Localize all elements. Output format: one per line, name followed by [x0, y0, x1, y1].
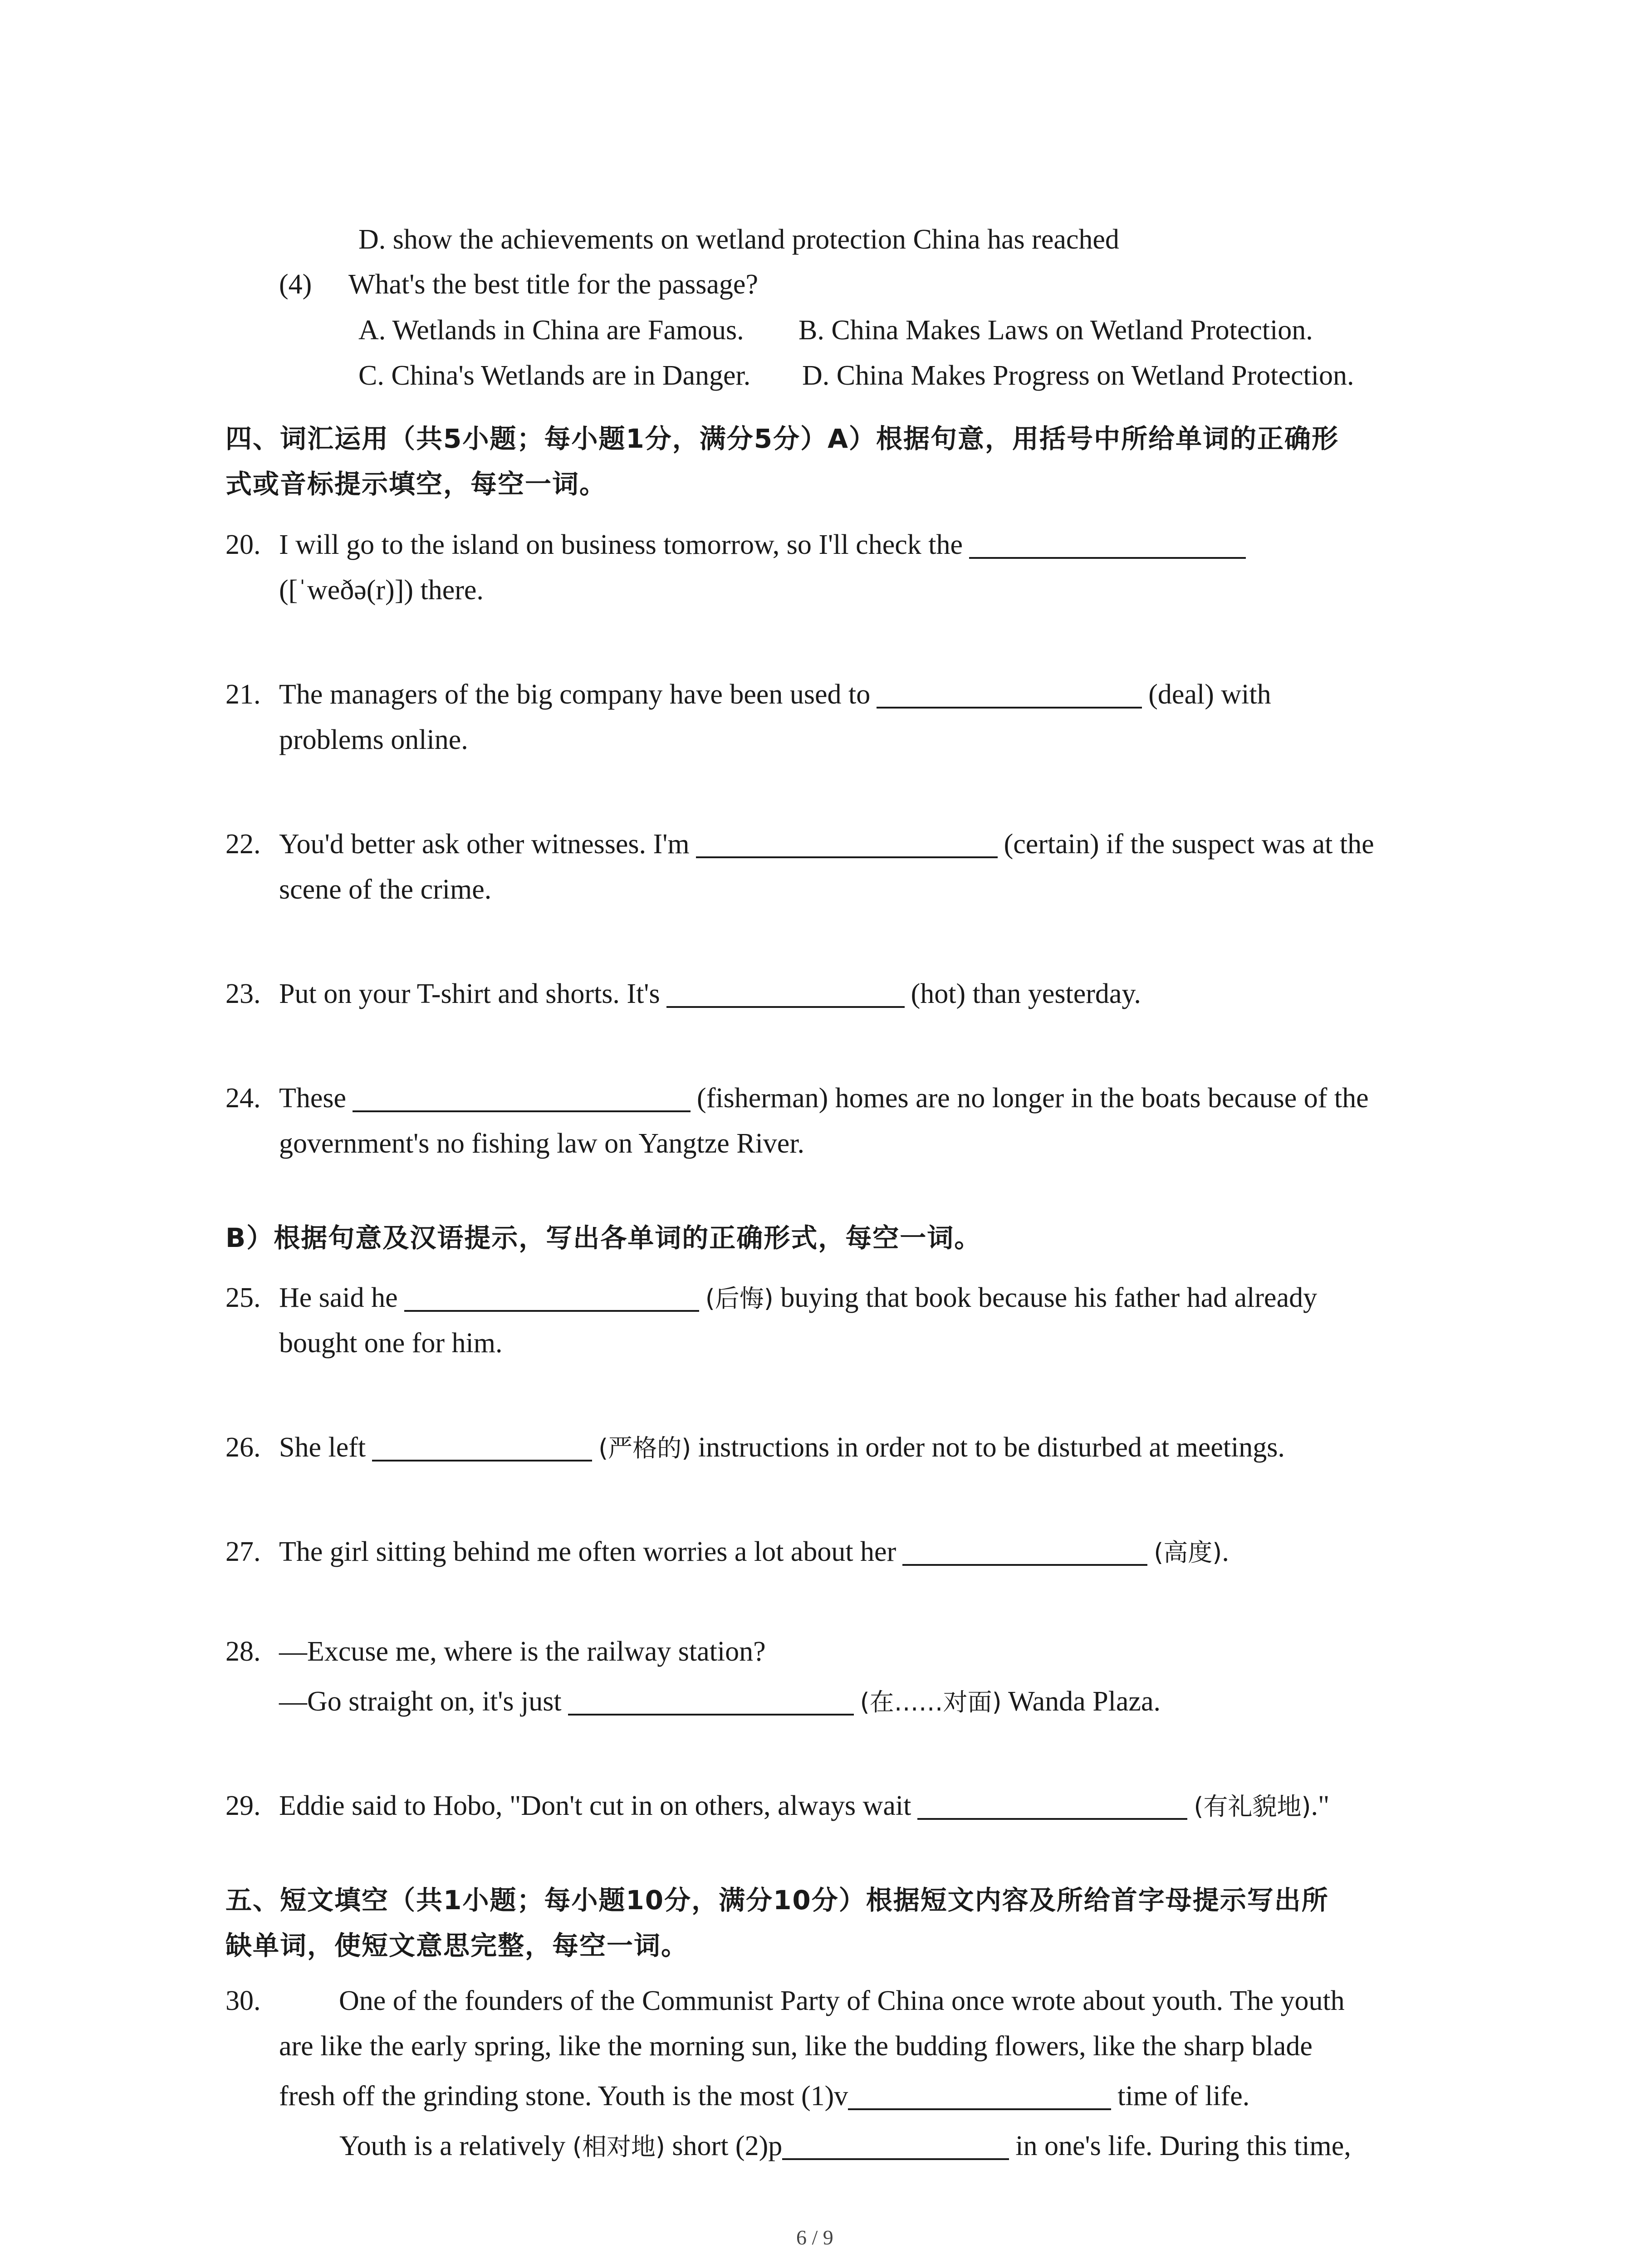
- q19-sub4-question: What's the best title for the passage?: [348, 269, 758, 300]
- q21-text-a: The managers of the big company have been used to: [279, 679, 871, 710]
- q30-hint: (相对地): [572, 2132, 665, 2161]
- q19-option-b: B. China Makes Laws on Wetland Protection.: [798, 315, 1313, 346]
- q30-text-l4b: short (2)p: [672, 2131, 783, 2161]
- question-number: 27.: [225, 1536, 261, 1567]
- q19-option-d2: D. China Makes Progress on Wetland Protection.: [802, 360, 1354, 391]
- q22-text-a: You'd better ask other witnesses. I'm: [279, 829, 690, 860]
- section4-header-line2: 式或音标提示填空，每空一词。: [225, 469, 607, 499]
- q21-line1: [225, 680, 1271, 709]
- q30-text-l4c: in one's life. During this time,: [1015, 2131, 1351, 2161]
- q20-text: I will go to the island on business tomorrow, so I'll check the: [279, 529, 963, 560]
- q28-text-a: —Excuse me, where is the railway station?: [279, 1636, 766, 1667]
- q23-line1: [225, 980, 1141, 1008]
- q24-blank[interactable]: [353, 1084, 691, 1112]
- q30-text-l3b: time of life.: [1117, 2081, 1250, 2112]
- q24-line1: [225, 1084, 1369, 1112]
- question-number: 25.: [225, 1282, 261, 1313]
- q25-line1: [225, 1284, 1317, 1312]
- q20-line1: [225, 531, 1252, 559]
- q30-text-l1: One of the founders of the Communist Party of China once wrote about youth. The youth: [339, 1985, 1345, 2016]
- section5-header-line1: 五、短文填空（共1小题；每小题10分，满分10分）根据短文内容及所给首字母提示写出所: [225, 1885, 1329, 1916]
- q30-line1: [225, 1987, 1345, 2015]
- q28-line1: [225, 1637, 766, 1666]
- q23-text-a: Put on your T-shirt and shorts. It's: [279, 978, 660, 1009]
- q26-blank[interactable]: [372, 1433, 592, 1461]
- q29-line1: [225, 1792, 1329, 1820]
- q28-line2: [279, 1687, 1161, 1716]
- question-number: 30.: [225, 1985, 261, 2016]
- q25-hint: (后悔): [705, 1284, 774, 1313]
- q22-text-b: (certain) if the suspect was at the: [1004, 829, 1374, 860]
- q21-blank[interactable]: [877, 680, 1142, 709]
- q28-blank[interactable]: [568, 1687, 854, 1716]
- question-number: 23.: [225, 978, 261, 1009]
- q28-text-l2b: Wanda Plaza.: [1008, 1686, 1161, 1717]
- q29-text-a: Eddie said to Hobo, "Don't cut in on others, always wait: [279, 1790, 911, 1821]
- q21-line2: problems online.: [279, 724, 468, 755]
- page-number: 6 / 9: [796, 2226, 833, 2249]
- q19-option-d: D. show the achievements on wetland protection China has reached: [358, 224, 1119, 255]
- q30-blank-1[interactable]: [848, 2082, 1111, 2110]
- section4-header-line1: 四、词汇运用（共5小题；每小题1分，满分5分）A）根据句意，用括号中所给单词的正确形: [225, 423, 1339, 454]
- q26-text-b: instructions in order not to be disturbed at meetings.: [698, 1432, 1285, 1463]
- q25-text-b: buying that book because his father had already: [780, 1282, 1318, 1313]
- q27-hint: (高度): [1154, 1538, 1222, 1567]
- question-number: 20.: [225, 529, 261, 560]
- q30-blank-2[interactable]: [782, 2132, 1009, 2160]
- q23-blank[interactable]: [666, 980, 905, 1008]
- q22-line2: scene of the crime.: [279, 874, 492, 905]
- question-number: 22.: [225, 829, 261, 860]
- q25-text-a: He said he: [279, 1282, 398, 1313]
- q30-line2: are like the early spring, like the morning sun, like the budding flowers, like the sharp blade: [279, 2031, 1313, 2062]
- q29-text-b: .": [1311, 1790, 1330, 1821]
- q25-line2: bought one for him.: [279, 1328, 503, 1359]
- q28-text-l2a: —Go straight on, it's just: [279, 1686, 562, 1717]
- q24-text-b: (fisherman) homes are no longer in the boats because of the: [697, 1083, 1369, 1114]
- q28-hint: (在……对面): [860, 1688, 1002, 1716]
- section4-partB-header: B）根据句意及汉语提示，写出各单词的正确形式，每空一词。: [225, 1222, 982, 1253]
- q30-text-l3a: fresh off the grinding stone. Youth is the most (1)v: [279, 2081, 848, 2112]
- question-number: 24.: [225, 1083, 261, 1114]
- question-number: 21.: [225, 679, 261, 710]
- q24-line2: government's no fishing law on Yangtze River.: [279, 1128, 805, 1159]
- q27-text-b: .: [1222, 1536, 1229, 1567]
- q26-line1: [225, 1433, 1285, 1461]
- q20-blank[interactable]: [969, 531, 1246, 559]
- q29-hint: (有礼貌地): [1194, 1792, 1311, 1821]
- q22-line1: [225, 830, 1374, 858]
- q21-text-b: (deal) with: [1148, 679, 1271, 710]
- q19-option-c: C. China's Wetlands are in Danger.: [358, 360, 751, 391]
- q26-text-a: She left: [279, 1432, 366, 1463]
- q26-hint: (严格的): [598, 1434, 691, 1462]
- q22-blank[interactable]: [696, 830, 998, 858]
- q30-line4: [339, 2132, 1351, 2160]
- section5-header-line2: 缺单词，使短文意思完整，每空一词。: [225, 1930, 689, 1961]
- question-number: 26.: [225, 1432, 261, 1463]
- question-number: 28.: [225, 1636, 261, 1667]
- q19-option-a: A. Wetlands in China are Famous.: [358, 315, 744, 346]
- q24-text-a: These: [279, 1083, 347, 1114]
- q27-blank[interactable]: [902, 1538, 1147, 1566]
- q20-line2: ([ˈweðə(r)]) there.: [279, 575, 484, 606]
- q30-text-l4a: Youth is a relatively: [339, 2131, 566, 2161]
- q27-line1: [225, 1538, 1229, 1566]
- q19-sub4-number: (4): [279, 269, 312, 300]
- q29-blank[interactable]: [917, 1792, 1187, 1820]
- q27-text-a: The girl sitting behind me often worries a lot about her: [279, 1536, 896, 1567]
- q23-text-b: (hot) than yesterday.: [911, 978, 1141, 1009]
- question-number: 29.: [225, 1790, 261, 1821]
- q25-blank[interactable]: [404, 1284, 699, 1312]
- q30-line3: [279, 2082, 1249, 2110]
